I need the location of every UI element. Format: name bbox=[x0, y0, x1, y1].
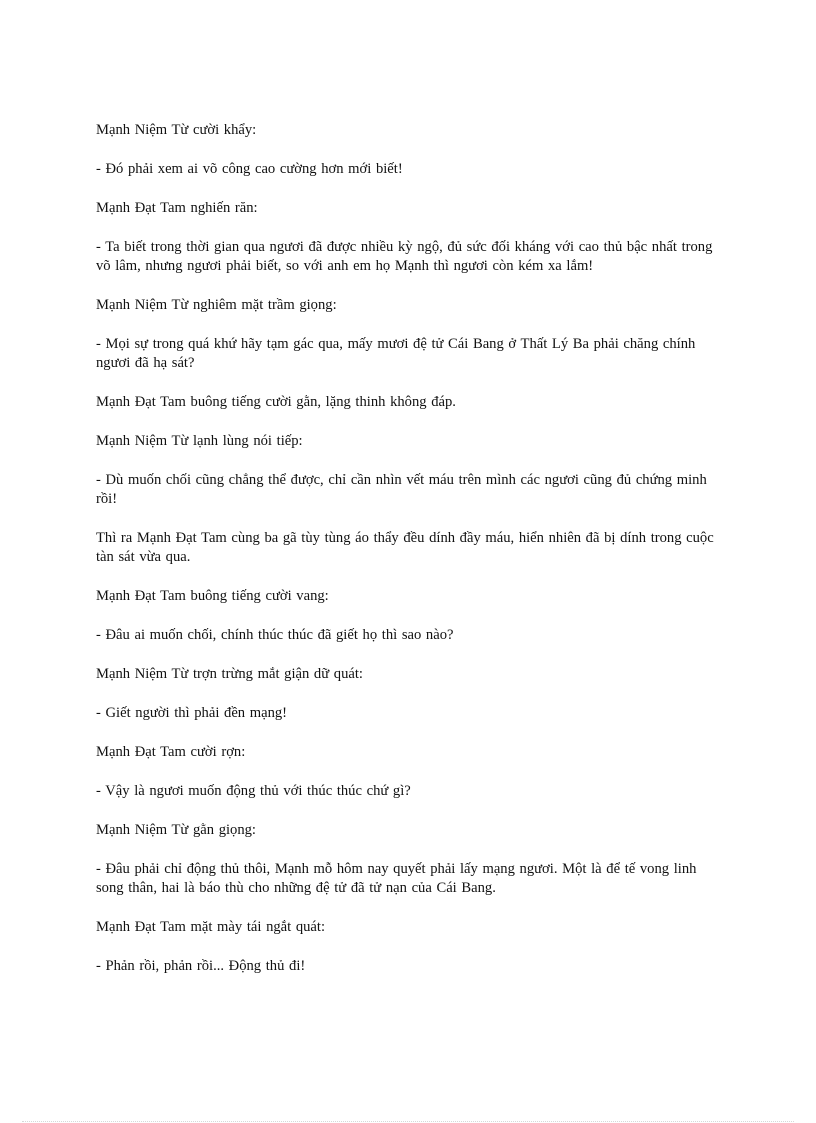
paragraph: - Vậy là ngươi muốn động thủ với thúc thúc chứ gì? bbox=[96, 783, 411, 799]
paragraph: - Đâu ai muốn chối, chính thúc thúc đã giết họ thì sao nào? bbox=[96, 627, 454, 643]
paragraph: - Mọi sự trong quá khứ hãy tạm gác qua, mấy mươi đệ tử Cái Bang ở Thất Lý Ba phải chăng chính ngươi đã hạ sát? bbox=[96, 336, 696, 371]
page-bottom-edge bbox=[22, 1121, 794, 1122]
paragraph: - Ta biết trong thời gian qua ngươi đã được nhiều kỳ ngộ, đủ sức đối kháng với cao thủ bậc nhất trong võ lâm, nhưng ngươi phải biết, so với anh em họ Mạnh thì ngươi còn kém xa lắm! bbox=[96, 239, 713, 274]
paragraph: Mạnh Đạt Tam buông tiếng cười gằn, lặng thinh không đáp. bbox=[96, 394, 456, 410]
paragraph: Mạnh Đạt Tam nghiến răn: bbox=[96, 200, 258, 216]
paragraph: - Đâu phải chỉ động thủ thôi, Mạnh mỗ hôm nay quyết phải lấy mạng ngươi. Một là để tế vong linh song thân, hai là báo thù cho những đệ tử đã tử nạn của Cái Bang. bbox=[96, 861, 697, 896]
paragraph: Thì ra Mạnh Đạt Tam cùng ba gã tùy tùng áo thẩy đều dính đầy máu, hiển nhiên đã bị dính trong cuộc tàn sát vừa qua. bbox=[96, 530, 714, 565]
paragraph: Mạnh Đạt Tam buông tiếng cười vang: bbox=[96, 588, 329, 604]
paragraph: Mạnh Niệm Từ trợn trừng mắt giận dữ quát: bbox=[96, 666, 363, 682]
paragraph: Mạnh Niệm Từ nghiêm mặt trầm giọng: bbox=[96, 297, 337, 313]
paragraph: - Giết người thì phải đền mạng! bbox=[96, 705, 288, 721]
paragraph: Mạnh Đạt Tam cười rợn: bbox=[96, 744, 246, 760]
paragraph: Mạnh Niệm Từ gằn giọng: bbox=[96, 822, 256, 838]
paragraph: - Đó phải xem ai võ công cao cường hơn mới biết! bbox=[96, 161, 403, 177]
paragraph: - Phản rồi, phản rồi... Động thủ đi! bbox=[96, 958, 306, 974]
paragraph: - Dù muốn chối cũng chẳng thể được, chỉ cần nhìn vết máu trên mình các ngươi cũng đủ chứng minh rồi! bbox=[96, 472, 707, 507]
paragraph: Mạnh Đạt Tam mặt mày tái ngắt quát: bbox=[96, 919, 326, 935]
paragraph: Mạnh Niệm Từ lạnh lùng nói tiếp: bbox=[96, 433, 303, 449]
document-body bbox=[96, 121, 720, 996]
paragraph: Mạnh Niệm Từ cười khẩy: bbox=[96, 122, 257, 138]
